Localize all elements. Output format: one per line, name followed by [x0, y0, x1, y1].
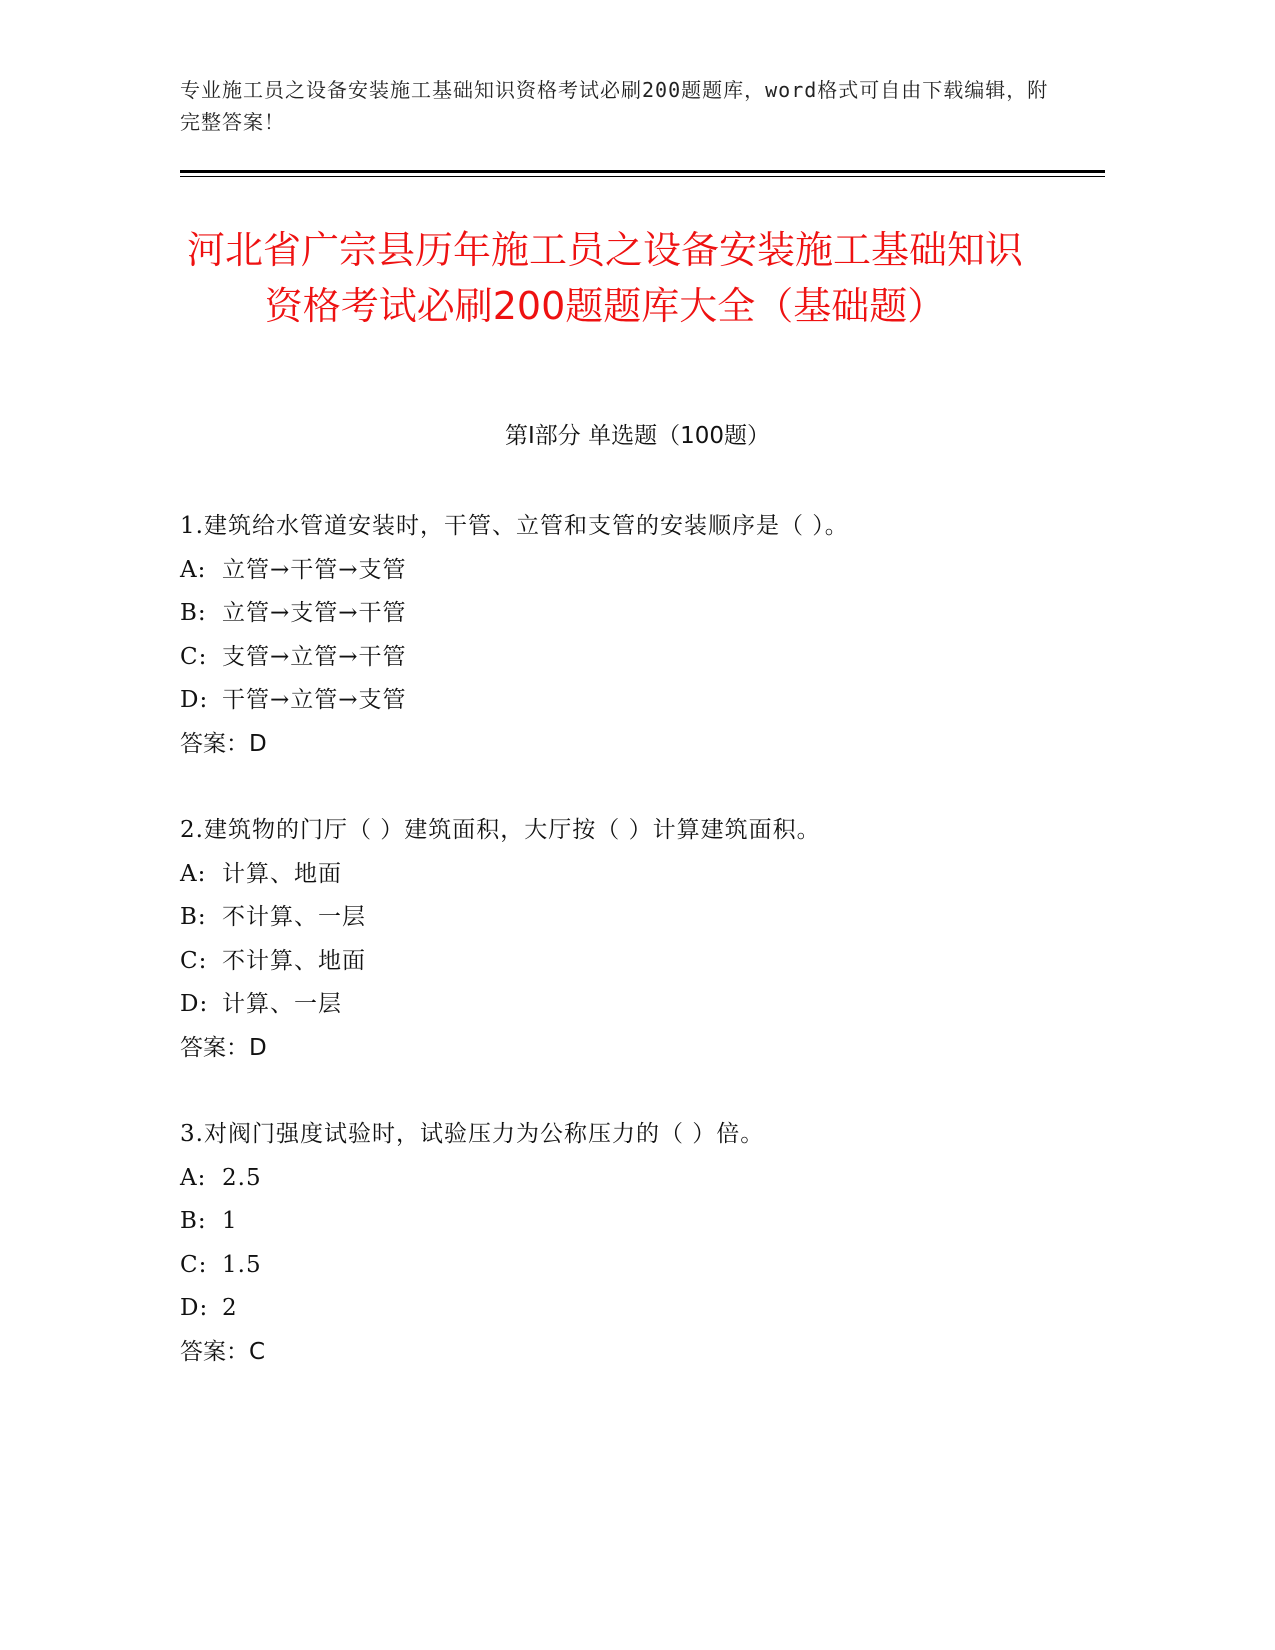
option-c [180, 1244, 1100, 1288]
answer: 答案：D [180, 730, 267, 757]
option-text: 支管→立管→干管 [222, 643, 407, 670]
option-text: 不计算、一层 [222, 904, 366, 930]
option-key: B: [180, 1208, 207, 1234]
section-title: 第Ⅰ部分 单选题（100题） [505, 423, 770, 449]
option-text: 干管→立管→支管 [222, 687, 407, 713]
option-b [180, 592, 1100, 636]
question-text: 2.建筑物的门厅（ ）建筑面积，大厅按（ ）计算建筑面积。 [180, 817, 821, 843]
option-a [180, 549, 1100, 593]
option-a [180, 853, 1100, 897]
option-key: A: [180, 1164, 207, 1191]
option-text: 立管→支管→干管 [222, 600, 407, 626]
option-d [180, 679, 1100, 723]
option-text: 2.5 [222, 1164, 262, 1191]
option-text: 计算、一层 [222, 991, 342, 1017]
option-text: 2 [222, 1295, 238, 1321]
option-key: D: [180, 991, 209, 1017]
header-rule-thin [180, 176, 1105, 177]
question-text: 3.对阀门强度试验时，试验压力为公称压力的（ ）倍。 [180, 1121, 765, 1147]
option-c [180, 940, 1100, 984]
option-text: 1.5 [222, 1251, 262, 1278]
option-key: C: [180, 643, 208, 670]
option-c [180, 636, 1100, 680]
option-key: B: [180, 904, 207, 930]
option-text: 立管→干管→支管 [222, 556, 407, 583]
answer: 答案：C [180, 1338, 266, 1365]
option-key: D: [180, 1295, 209, 1321]
question-3 [180, 1113, 1100, 1374]
option-key: C: [180, 1251, 208, 1278]
header-rule-thick [180, 170, 1105, 173]
option-key: D: [180, 687, 209, 713]
question-list [180, 505, 1100, 1417]
option-text: 计算、地面 [222, 860, 342, 887]
option-d [180, 1287, 1100, 1331]
question-text: 1.建筑给水管道安装时，干管、立管和支管的安装顺序是（ ）。 [180, 513, 849, 539]
option-b [180, 896, 1100, 940]
option-a [180, 1157, 1100, 1201]
header-note: 专业施工员之设备安装施工基础知识资格考试必刷200题题库，word格式可自由下载编辑，附完整答案！ [180, 78, 1049, 134]
document-title: 河北省广宗县历年施工员之设备安装施工基础知识资格考试必刷200题题库大全（基础题） [186, 228, 1023, 328]
option-key: C: [180, 947, 208, 974]
question-1 [180, 505, 1100, 766]
option-b [180, 1200, 1100, 1244]
option-key: A: [180, 556, 207, 583]
option-text: 不计算、地面 [222, 947, 366, 974]
answer: 答案：D [180, 1034, 267, 1061]
option-d [180, 983, 1100, 1027]
option-text: 1 [222, 1208, 238, 1234]
option-key: B: [180, 600, 207, 626]
option-key: A: [180, 860, 207, 887]
question-2 [180, 809, 1100, 1070]
